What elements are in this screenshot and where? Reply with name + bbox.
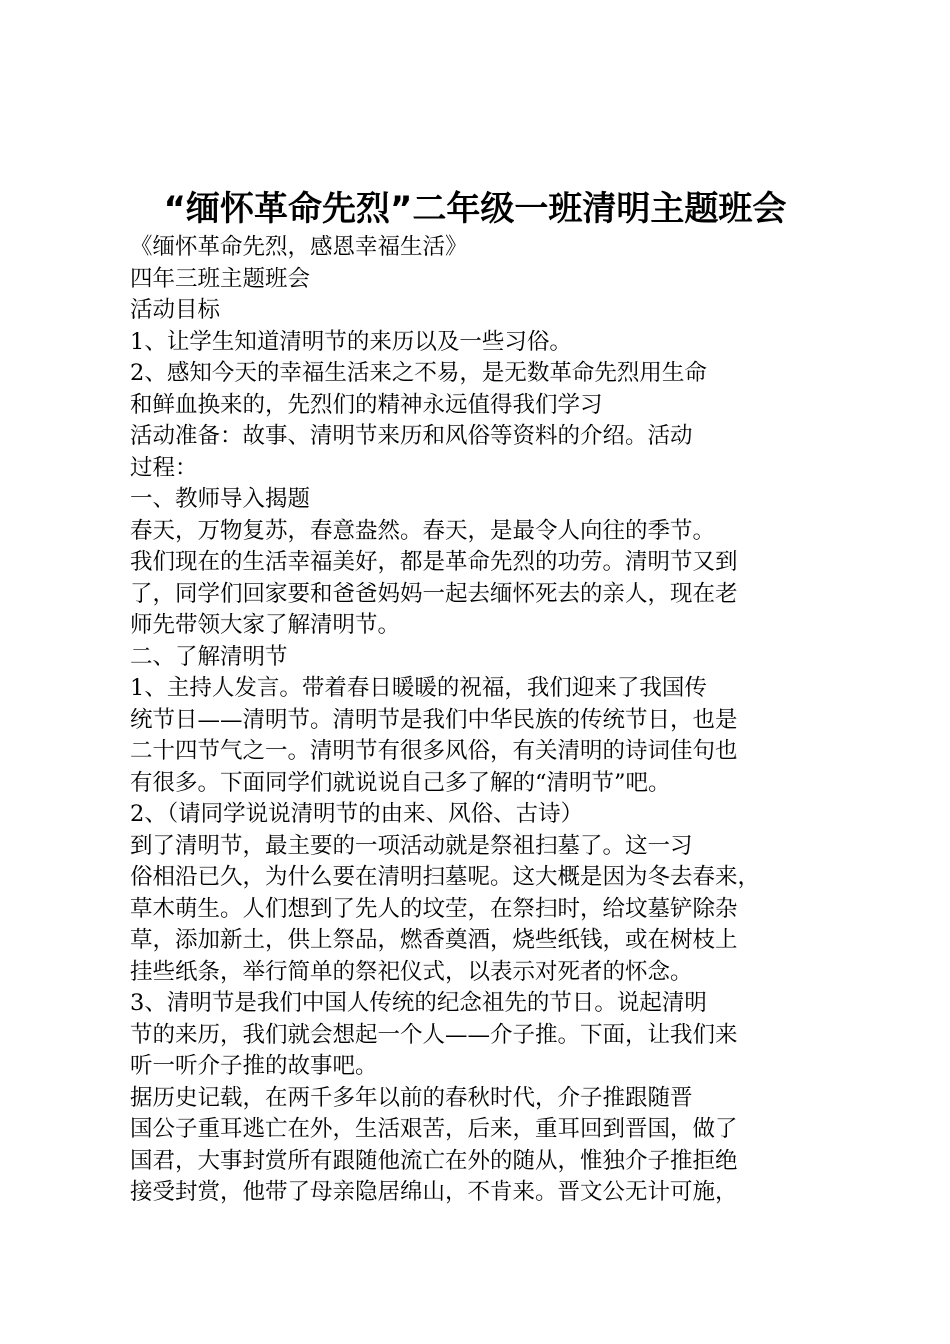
text-line: 草木萌生。人们想到了先人的坟茔，在祭扫时，给坟墓铲除杂 xyxy=(130,895,738,922)
text-line: 活动准备：故事、清明节来历和风俗等资料的介绍。活动 xyxy=(130,423,693,449)
text-line: 2、感知今天的幸福生活来之不易，是无数革命先烈用生命 xyxy=(130,360,707,386)
text-line: 二十四节气之一。清明节有很多风俗，有关清明的诗词佳句也 xyxy=(130,738,738,764)
text-line: 2、（请同学说说清明节的由来、风俗、古诗） xyxy=(130,801,584,827)
class-line: 四年三班主题班会 xyxy=(130,265,311,292)
document-title: “缅怀革命先烈”二年级一班清明主题班会 xyxy=(163,189,787,229)
text-line: 我们现在的生活幸福美好，都是革命先烈的功劳。清明节又到 xyxy=(130,549,738,575)
text-line: 国君，大事封赏所有跟随他流亡在外的随从，惟独介子推拒绝 xyxy=(130,1147,738,1174)
text-line: 听一听介子推的故事吧。 xyxy=(130,1053,378,1079)
text-line: 俗相沿已久，为什么要在清明扫墓呢。这大概是因为冬去春来， xyxy=(130,864,761,890)
text-line: 节的来历，我们就会想起一个人——介子推。下面，让我们来 xyxy=(130,1021,738,1048)
text-line: 了，同学们回家要和爸爸妈妈一起去缅怀死去的亲人，现在老 xyxy=(130,580,738,607)
text-line: 挂些纸条，举行简单的祭祀仪式，以表示对死者的怀念。 xyxy=(130,958,693,985)
text-line: 国公子重耳逃亡在外，生活艰苦，后来，重耳回到晋国，做了 xyxy=(130,1116,738,1142)
text-line: 统节日——清明节。清明节是我们中华民族的传统节日，也是 xyxy=(130,706,738,733)
subtitle-line: 《缅怀革命先烈，感恩幸福生活》 xyxy=(130,234,468,260)
section-heading: 活动目标 xyxy=(130,297,221,323)
text-line: 1、主持人发言。带着春日暖暖的祝福，我们迎来了我国传 xyxy=(130,675,707,701)
text-line: 据历史记载，在两千多年以前的春秋时代，介子推跟随晋 xyxy=(130,1084,693,1111)
text-line: 春天，万物复苏，春意盎然。春天，是最令人向往的季节。 xyxy=(130,517,716,544)
text-line: 接受封赏，他带了母亲隐居绵山，不肯来。晋文公无计可施， xyxy=(130,1179,738,1205)
text-line: 草，添加新土，供上祭品，燃香奠酒，烧些纸钱，或在树枝上 xyxy=(130,927,738,953)
document-body xyxy=(130,232,830,1209)
text-line: 到了清明节，最主要的一项活动就是祭祖扫墓了。这一习 xyxy=(130,832,693,859)
text-line: 和鲜血换来的，先烈们的精神永远值得我们学习 xyxy=(130,391,603,418)
section-heading: 一、教师导入揭题 xyxy=(130,486,311,512)
text-line: 师先带领大家了解清明节。 xyxy=(130,612,401,638)
text-line: 3、清明节是我们中国人传统的纪念祖先的节日。说起清明 xyxy=(130,990,707,1016)
text-line: 1、让学生知道清明节的来历以及一些习俗。 xyxy=(130,328,572,355)
text-line: 有很多。下面同学们就说说自己多了解的“清明节”吧。 xyxy=(130,769,671,796)
section-heading: 二、了解清明节 xyxy=(130,643,288,670)
text-line: 过程： xyxy=(130,454,198,481)
